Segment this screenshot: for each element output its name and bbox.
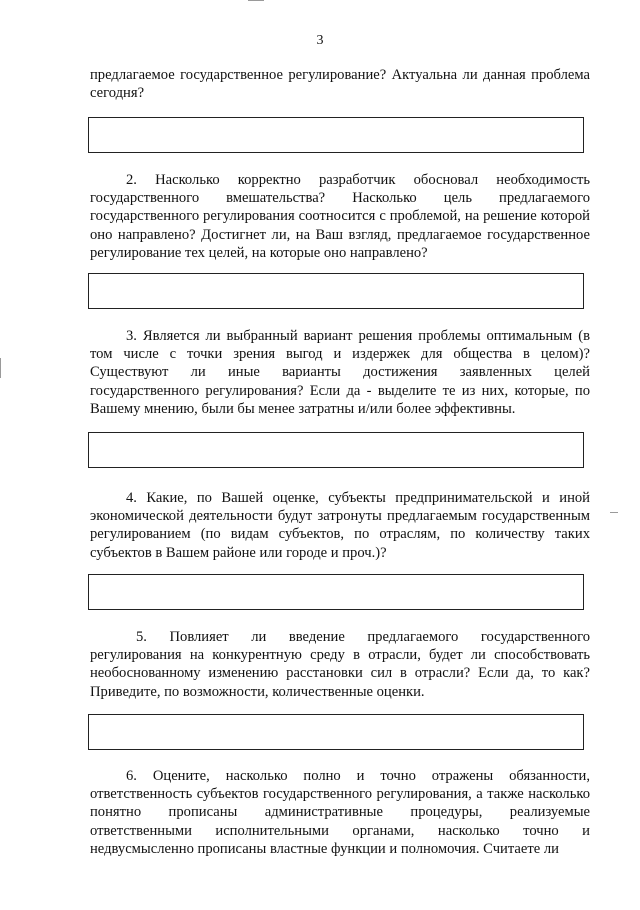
answer-box-4[interactable] [88, 574, 584, 610]
page-number: 3 [316, 33, 324, 48]
answer-box-2[interactable] [88, 273, 584, 309]
question-3: 3. Является ли выбранный вариант решения проблемы оптимальным (в том числе с точки зрения выгод и издержек для общества в целом)? Существуют ли иные варианты достижения заявленных целей государственного регулирования? Если да - выделите те из них, которые, по Вашему мнению, были бы менее затратны и/или более эффективны. [90, 328, 590, 417]
answer-box-5[interactable] [88, 714, 584, 750]
question-4: 4. Какие, по Вашей оценке, субъекты предпринимательской и иной экономической деятельности будут затронуты предлагаемым государственным регулированием (по видам субъектов, по отраслям, по количеству таких субъектов в Вашем районе или городе и проч.)? [90, 490, 590, 561]
scan-artifact-top [248, 0, 264, 1]
answer-box-3[interactable] [88, 432, 584, 468]
question-6: 6. Оцените, насколько полно и точно отражены обязанности, ответственность субъектов государственного регулирования, а также насколько понятно прописаны административные процедуры, реализуемые ответственными исполнительными органами, насколько точно и недвусмысленно прописаны властные функции и полномочия. Считаете ли [90, 768, 590, 857]
scan-artifact-left [0, 358, 1, 378]
question-2: 2. Насколько корректно разработчик обосновал необходимость государственного вмешательства? Насколько цель предлагаемого государственного регулирования соотносится с проблемой, на решение которой оно направлено? Достигнет ли, на Ваш взгляд, предлагаемое государственное регулирование тех целей, на которые оно направлено? [90, 172, 590, 261]
question-1-continuation: предлагаемое государственное регулирование? Актуальна ли данная проблема сегодня? [90, 67, 590, 102]
question-5: 5. Повлияет ли введение предлагаемого государственного регулирования на конкурентную среду в отрасли, будет ли способствовать необоснованному изменению расстановки сил в отрасли? Если да, то как? Приведите, по возможности, количественные оценки. [90, 629, 590, 700]
answer-box-1[interactable] [88, 117, 584, 153]
scan-artifact-right [610, 512, 618, 513]
